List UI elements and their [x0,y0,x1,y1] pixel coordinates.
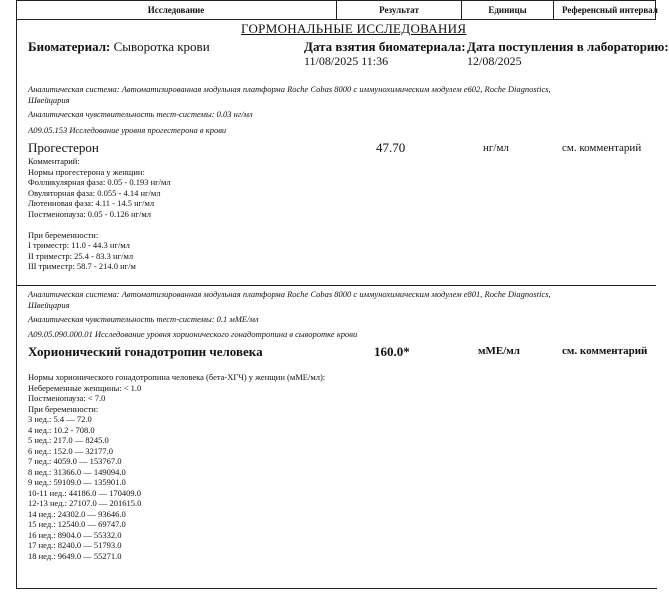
comment-line: Небеременные женщины: < 1.0 [28,382,142,393]
progesterone-comments [28,156,171,272]
section-title: ГОРМОНАЛЬНЫЕ ИССЛЕДОВАНИЯ [241,21,467,36]
progesterone-code: A09.05.153 Исследование уровня прогестерона в крови [28,125,227,135]
receipt-date: 12/08/2025 [467,54,522,68]
progesterone-system-line2: Швейцария [28,95,70,105]
progesterone-name: Прогестерон [28,140,99,155]
comment-line: Лютеиновая фаза: 4.11 - 14.5 нг/мл [28,198,155,208]
hcg-system-line1: Аналитическая система: Автоматизированная модульная платформа Roche Cobas 8000 с иммунохимическим модулем e801, Roche Diagnostics, [28,289,551,299]
comment-line: 9 нед.: 59109.0 — 135901.0 [28,477,126,487]
comment-line: Комментарий: [28,156,80,166]
comment-line: 10-11 нед.: 44186.0 — 170409.0 [28,487,142,498]
comment-line: Фолликулярная фаза: 0.05 - 0.193 нг/мл [28,177,171,187]
hcg-sensitivity: Аналитическая чувствительность тест-системы: 0.1 мМЕ/мл [28,314,259,324]
comment-line: 14 нед.: 24302.0 — 93646.0 [28,508,126,519]
header-study: Исследование [16,1,337,19]
header-result: Результат [337,1,462,19]
collection-date-label: Дата взятия биоматериала: [304,39,466,54]
comment-line: I триместр: 11.0 - 44.3 нг/мл [28,240,130,250]
progesterone-reference: см. комментарий [562,142,642,154]
comment-line: 16 нед.: 8904.0 — 55332.0 [28,529,122,540]
comment-line: При беременности: [28,229,99,240]
comment-line: Постменопауза: 0.05 - 0.126 нг/мл [28,208,152,219]
hcg-units: мМЕ/мл [478,345,520,357]
comment-line: При беременности: [28,403,99,414]
comment-line: 4 нед.: 10.2 - 708.0 [28,424,95,435]
hcg-name: Хорионический гонадотропин человека [28,344,263,359]
comment-line: Постменопауза: < 7.0 [28,393,106,403]
progesterone-units: нг/мл [483,142,509,154]
table-header [16,0,656,20]
comment-line: 7 нед.: 4059.0 — 153767.0 [28,456,122,466]
progesterone-result: 47.70 [376,140,406,155]
comment-line: 15 нед.: 12540.0 — 69747.0 [28,519,126,529]
biomaterial-value: Сыворотка крови [113,39,210,54]
comment-line: 18 нед.: 9649.0 — 55271.0 [28,550,122,561]
comment-line: 12-13 нед.: 27107.0 — 201615.0 [28,498,142,508]
progesterone-sensitivity: Аналитическая чувствительность тест-системы: 0.03 нг/мл [28,109,253,119]
collection-date: 11/08/2025 11:36 [304,54,389,68]
header-units: Единицы [462,1,554,19]
receipt-date-label: Дата поступления в лабораторию: [467,39,669,54]
hcg-code: A09.05.090.000.01 Исследование уровня хорионического гонадотропина в сыворотке крови [28,329,358,339]
hcg-comments [28,372,325,561]
hcg-reference: см. комментарий [562,345,648,357]
lab-report-page [16,0,669,600]
row-divider [16,285,656,286]
comment-line: 6 нед.: 152.0 — 32177.0 [28,445,114,456]
biomaterial [28,39,210,55]
comment-line: III триместр: 58.7 - 214.0 нг/м [28,261,136,271]
comment-line: Нормы хорионического гонадотропина человека (бета-ХГЧ) у женщин (мМЕ/мл): [28,372,326,382]
comment-line: 3 нед.: 5.4 — 72.0 [28,414,92,424]
comment-line [28,219,171,230]
biomaterial-label: Биоматериал: [28,39,111,54]
progesterone-system-line1: Аналитическая система: Автоматизированная модульная платформа Roche Cobas 8000 с иммунохимическим модулем e602, Roche Diagnostics, [28,84,551,94]
header-reference: Референсный интервал [554,1,656,19]
hcg-result: 160.0* [374,344,410,359]
hcg-system-line2: Швейцария [28,300,70,310]
comment-line: Нормы прогестерона у женщин: [28,166,145,177]
comment-line: 17 нед.: 8240.0 — 51793.0 [28,540,122,550]
comment-line: 8 нед.: 31366.0 — 149094.0 [28,466,126,477]
comment-line: Овуляторная фаза: 0.055 - 4.14 нг/мл [28,187,161,198]
comment-line: 5 нед.: 217.0 — 8245.0 [28,435,109,445]
comment-line: II триместр: 25.4 - 83.3 нг/мл [28,250,134,261]
